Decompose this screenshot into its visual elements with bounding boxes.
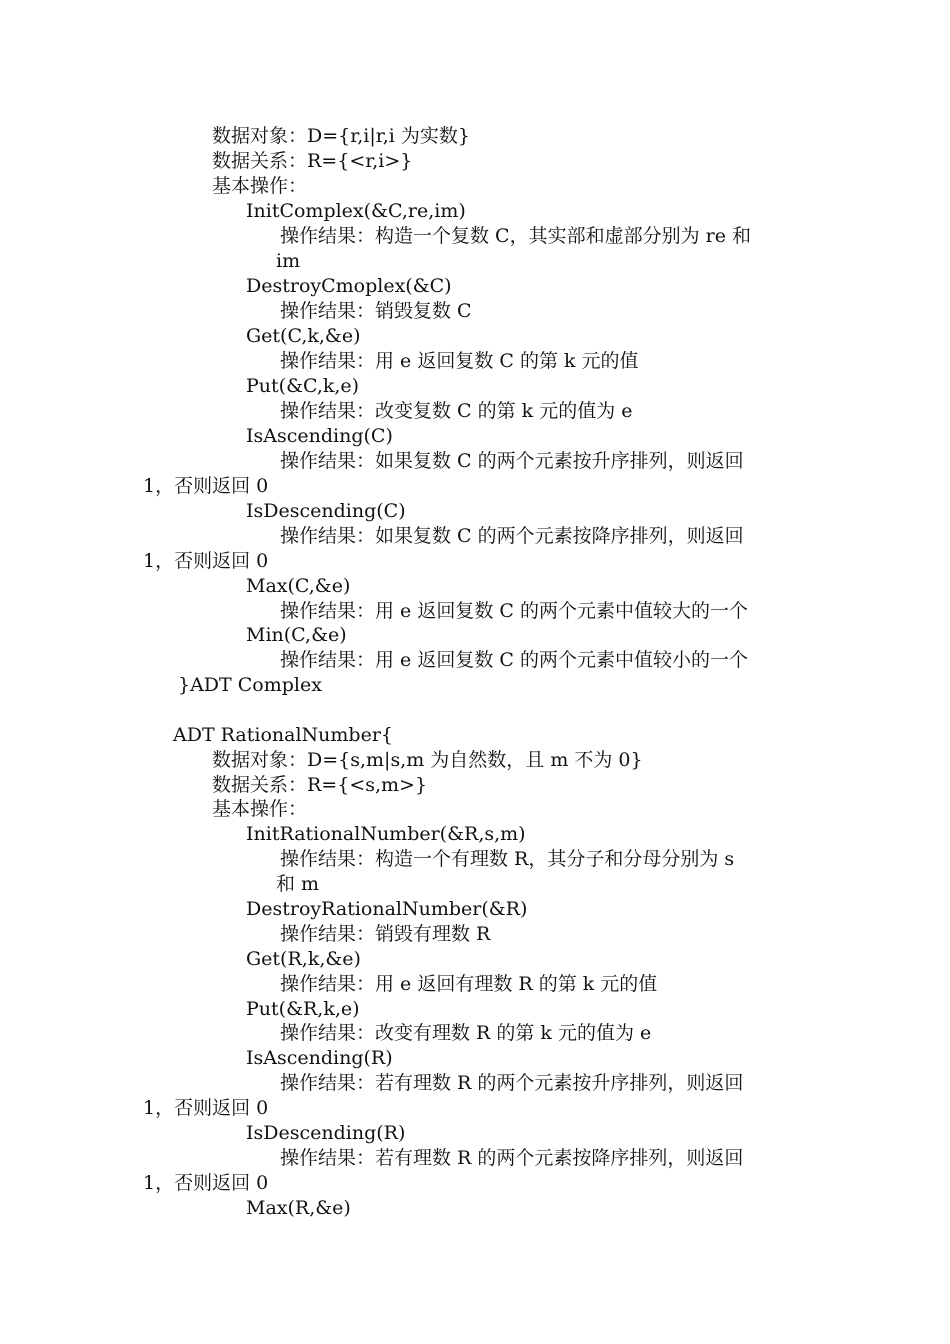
complex-op-destroy-result: 操作结果：销毁复数 C — [280, 300, 472, 322]
complex-op-init-result-cont: im — [276, 250, 301, 272]
rational-data-object: 数据对象：D={s,m|s,m 为自然数，且 m 不为 0} — [212, 749, 643, 771]
complex-op-descending-signature: IsDescending(C) — [246, 500, 406, 522]
rational-op-init-signature: InitRationalNumber(&R,s,m) — [246, 823, 526, 845]
complex-op-init-result: 操作结果：构造一个复数 C，其实部和虚部分别为 re 和 — [280, 225, 751, 247]
complex-op-descending-result: 操作结果：如果复数 C 的两个元素按降序排列，则返回 — [280, 525, 744, 547]
rational-op-get-result: 操作结果：用 e 返回有理数 R 的第 k 元的值 — [280, 973, 658, 995]
rational-data-relation: 数据关系：R={<s,m>} — [212, 774, 428, 796]
complex-op-ascending-result: 操作结果：如果复数 C 的两个元素按升序排列，则返回 — [280, 450, 744, 472]
complex-op-ascending-result-cont: 1，否则返回 0 — [143, 475, 269, 497]
complex-data-relation: 数据关系：R={<r,i>} — [212, 150, 413, 172]
complex-op-put-result: 操作结果：改变复数 C 的第 k 元的值为 e — [280, 400, 633, 422]
complex-op-min-result: 操作结果：用 e 返回复数 C 的两个元素中值较小的一个 — [280, 649, 748, 671]
rational-adt-header: ADT RationalNumber{ — [173, 724, 393, 746]
complex-op-min-signature: Min(C,&e) — [246, 624, 347, 646]
complex-adt-end: }ADT Complex — [178, 674, 322, 696]
rational-op-destroy-result: 操作结果：销毁有理数 R — [280, 923, 491, 945]
complex-data-object: 数据对象：D={r,i|r,i 为实数} — [212, 125, 470, 147]
complex-op-ascending-signature: IsAscending(C) — [246, 425, 393, 447]
rational-basic-ops-heading: 基本操作： — [212, 798, 308, 820]
rational-op-ascending-result-cont: 1，否则返回 0 — [143, 1097, 269, 1119]
rational-op-descending-signature: IsDescending(R) — [246, 1122, 406, 1144]
rational-op-init-result-cont: 和 m — [276, 873, 320, 895]
complex-op-destroy-signature: DestroyCmoplex(&C) — [246, 275, 452, 297]
complex-op-get-signature: Get(C,k,&e) — [246, 325, 361, 347]
rational-op-ascending-result: 操作结果：若有理数 R 的两个元素按升序排列，则返回 — [280, 1072, 744, 1094]
rational-op-ascending-signature: IsAscending(R) — [246, 1047, 393, 1069]
rational-op-descending-result-cont: 1，否则返回 0 — [143, 1172, 269, 1194]
complex-op-descending-result-cont: 1，否则返回 0 — [143, 550, 269, 572]
rational-op-destroy-signature: DestroyRationalNumber(&R) — [246, 898, 528, 920]
rational-op-descending-result: 操作结果：若有理数 R 的两个元素按降序排列，则返回 — [280, 1147, 744, 1169]
complex-op-max-signature: Max(C,&e) — [246, 575, 351, 597]
complex-basic-ops-heading: 基本操作： — [212, 175, 308, 197]
rational-op-max-signature: Max(R,&e) — [246, 1197, 351, 1219]
rational-op-init-result: 操作结果：构造一个有理数 R，其分子和分母分别为 s — [280, 848, 735, 870]
rational-op-get-signature: Get(R,k,&e) — [246, 948, 361, 970]
rational-op-put-signature: Put(&R,k,e) — [246, 998, 360, 1020]
complex-op-get-result: 操作结果：用 e 返回复数 C 的第 k 元的值 — [280, 350, 639, 372]
complex-op-init-signature: InitComplex(&C,re,im) — [246, 200, 466, 222]
complex-op-put-signature: Put(&C,k,e) — [246, 375, 360, 397]
complex-op-max-result: 操作结果：用 e 返回复数 C 的两个元素中值较大的一个 — [280, 600, 748, 622]
rational-op-put-result: 操作结果：改变有理数 R 的第 k 元的值为 e — [280, 1022, 652, 1044]
